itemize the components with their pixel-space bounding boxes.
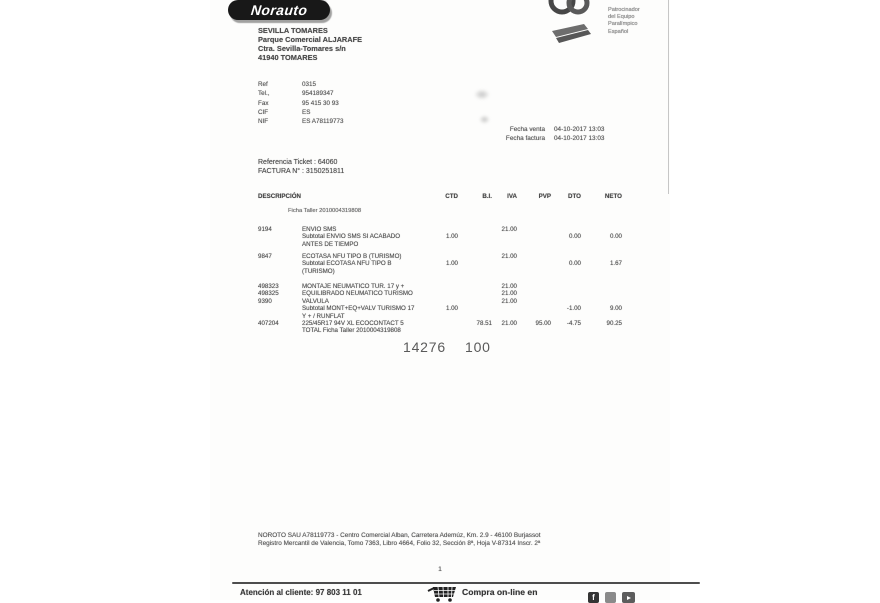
date-label: Fecha venta bbox=[509, 126, 545, 133]
store-address-block bbox=[258, 27, 362, 63]
shopping-cart-icon bbox=[427, 584, 459, 602]
footer-divider bbox=[232, 582, 700, 584]
cell-ctd: 1.00 bbox=[445, 233, 458, 241]
cell-desc: 225/45R17 94V XL ECOCONTACT 5 bbox=[302, 320, 404, 327]
contact-row bbox=[258, 117, 344, 126]
contact-label: NIF bbox=[258, 118, 269, 126]
scanned-invoice-page bbox=[210, 0, 670, 600]
sponsor-caption bbox=[608, 7, 672, 36]
cell-desc: Subtotal ECOTASA NFU TIPO B bbox=[302, 260, 392, 268]
store-address-line: Ctra. Sevilla-Tomares s/n bbox=[258, 43, 346, 53]
header-neto: NETO bbox=[604, 193, 622, 200]
header-iva: IVA bbox=[507, 193, 517, 200]
contact-label: Tel., bbox=[258, 90, 270, 98]
cell-code: 9194 bbox=[258, 226, 272, 233]
ticket-reference-block bbox=[258, 158, 344, 176]
annotation-number-right: 100 bbox=[465, 339, 491, 355]
cell-desc: VALVULA bbox=[302, 297, 329, 305]
cell-code: 407204 bbox=[258, 320, 279, 327]
date-row bbox=[435, 134, 604, 143]
contact-value: ES A78119773 bbox=[302, 118, 344, 126]
scan-smudge bbox=[479, 115, 490, 124]
contact-row bbox=[258, 80, 344, 89]
cell-pvp: 95.00 bbox=[535, 320, 551, 327]
cell-desc: Y + / RUNFLAT bbox=[302, 312, 345, 320]
sponsor-line: Paralímpico bbox=[608, 21, 638, 28]
contact-value: 95 415 30 93 bbox=[302, 99, 339, 107]
table-row bbox=[258, 283, 622, 320]
invoice-number: FACTURA N° : 3150251811 bbox=[258, 168, 345, 176]
cell-dto: -4.75 bbox=[566, 320, 581, 327]
cell-code: 498325 bbox=[258, 290, 279, 298]
cell-desc: MONTAJE NEUMATICO TUR. 17 y + bbox=[302, 283, 405, 290]
contact-block bbox=[258, 80, 344, 126]
cell-iva: 21.00 bbox=[501, 253, 517, 260]
cell-bi bbox=[458, 226, 492, 233]
contact-value: ES bbox=[302, 108, 311, 116]
cell-iva: 21.00 bbox=[501, 290, 517, 298]
cell-code: 498323 bbox=[258, 283, 279, 290]
contact-label: CIF bbox=[258, 108, 269, 116]
cell-desc: Subtotal ENVIO SMS SI ACABADO bbox=[302, 233, 401, 241]
table-row bbox=[258, 226, 622, 248]
date-label: Fecha factura bbox=[505, 135, 545, 143]
legal-line: NOROTO SAU A78119773 - Centro Comercial Alban, Carretera Ademúz, Km. 2.9 - 46100 Burjassot bbox=[258, 532, 541, 539]
cell-code: 9390 bbox=[258, 297, 272, 305]
contact-row bbox=[258, 108, 344, 117]
header-dto: DTO bbox=[568, 193, 581, 200]
twitter-icon bbox=[605, 592, 616, 603]
store-address-line: 41940 TOMARES bbox=[258, 52, 318, 62]
cell-desc: Subtotal MONT+EQ+VALV TURISMO 17 bbox=[302, 305, 415, 313]
contact-value: 954189347 bbox=[302, 90, 334, 98]
store-address-line: Parque Comercial ALJARAFE bbox=[258, 34, 363, 44]
cell-dto: 0.00 bbox=[568, 233, 581, 241]
cell-iva: 21.00 bbox=[501, 226, 517, 233]
legal-footer bbox=[258, 532, 658, 548]
paralympic-logo-icon bbox=[542, 0, 604, 48]
cell-desc: TOTAL Ficha Taller 2010004319808 bbox=[302, 327, 401, 335]
cell-ctd: 1.00 bbox=[445, 305, 458, 313]
table-row bbox=[258, 253, 622, 275]
date-row bbox=[435, 125, 604, 134]
cell-neto: 9.00 bbox=[609, 305, 622, 313]
ficha-taller-label: Ficha Taller 2010004319808 bbox=[288, 208, 362, 214]
cell-iva: 21.00 bbox=[501, 297, 517, 305]
date-value: 04-10-2017 13:03 bbox=[554, 126, 605, 133]
cell-neto: 0.00 bbox=[609, 233, 622, 241]
header-descripcion: DESCRIPCIÓN bbox=[258, 193, 301, 200]
cell-iva: 21.00 bbox=[501, 320, 517, 327]
page-number: 1 bbox=[438, 566, 442, 573]
ticket-reference: Referencia Ticket : 64060 bbox=[258, 159, 338, 166]
cell-neto: 90.25 bbox=[606, 320, 622, 327]
header-bi: B.I. bbox=[482, 193, 492, 200]
date-value: 04-10-2017 13:03 bbox=[554, 135, 605, 143]
scan-smudge bbox=[474, 89, 490, 100]
cell-desc: ECOTASA NFU TIPO B (TURISMO) bbox=[302, 253, 402, 260]
table-row bbox=[258, 320, 622, 335]
contact-row bbox=[258, 99, 344, 108]
header-pvp: PVP bbox=[538, 193, 551, 200]
header-ctd: CTD bbox=[445, 193, 458, 200]
cell-ctd: 1.00 bbox=[445, 260, 458, 268]
sponsor-line: Patrocinador bbox=[608, 7, 640, 13]
youtube-icon bbox=[622, 592, 635, 603]
cell-dto bbox=[551, 226, 581, 233]
cell-pvp bbox=[517, 226, 551, 233]
norauto-logo bbox=[228, 0, 330, 20]
online-shop-text: Compra on-line en bbox=[462, 587, 538, 597]
customer-service-text: Atención al cliente: 97 803 11 01 bbox=[240, 588, 362, 597]
dates-block bbox=[435, 125, 604, 143]
cell-desc: ANTES DE TIEMPO bbox=[302, 240, 359, 248]
cell-bi: 78.51 bbox=[476, 320, 492, 327]
cell-dto: -1.00 bbox=[566, 305, 581, 313]
contact-value: 0315 bbox=[302, 81, 317, 88]
cell-dto: 0.00 bbox=[568, 260, 581, 268]
cell-neto: 1.67 bbox=[609, 260, 622, 268]
store-name: SEVILLA TOMARES bbox=[258, 26, 328, 35]
sponsor-line: Español bbox=[608, 28, 629, 35]
cell-neto bbox=[581, 226, 622, 233]
table-header bbox=[258, 193, 622, 200]
contact-label: Fax bbox=[258, 99, 269, 107]
social-icons bbox=[588, 592, 635, 603]
cell-desc: ENVIO SMS bbox=[302, 226, 337, 233]
annotation-number-left: 14276 bbox=[403, 339, 446, 355]
contact-row bbox=[258, 89, 344, 98]
cell-desc: (TURISMO) bbox=[302, 267, 335, 275]
cell-desc: EQUILIBRADO NEUMATICO TURISMO bbox=[302, 290, 413, 298]
cell-ctd bbox=[410, 226, 458, 233]
facebook-icon: f bbox=[588, 592, 599, 603]
cell-iva: 21.00 bbox=[501, 283, 517, 290]
contact-label: Ref bbox=[258, 81, 268, 88]
cell-code: 9847 bbox=[258, 253, 272, 260]
norauto-logo-text: Norauto bbox=[249, 2, 309, 18]
sponsor-line: del Equipo bbox=[608, 14, 635, 21]
legal-line: Registro Mercantil de Valencia, Tomo 7363, Libro 4664, Folio 32, Sección 8ª, Hoja V-87314 Inscr. 2ª bbox=[258, 540, 541, 548]
